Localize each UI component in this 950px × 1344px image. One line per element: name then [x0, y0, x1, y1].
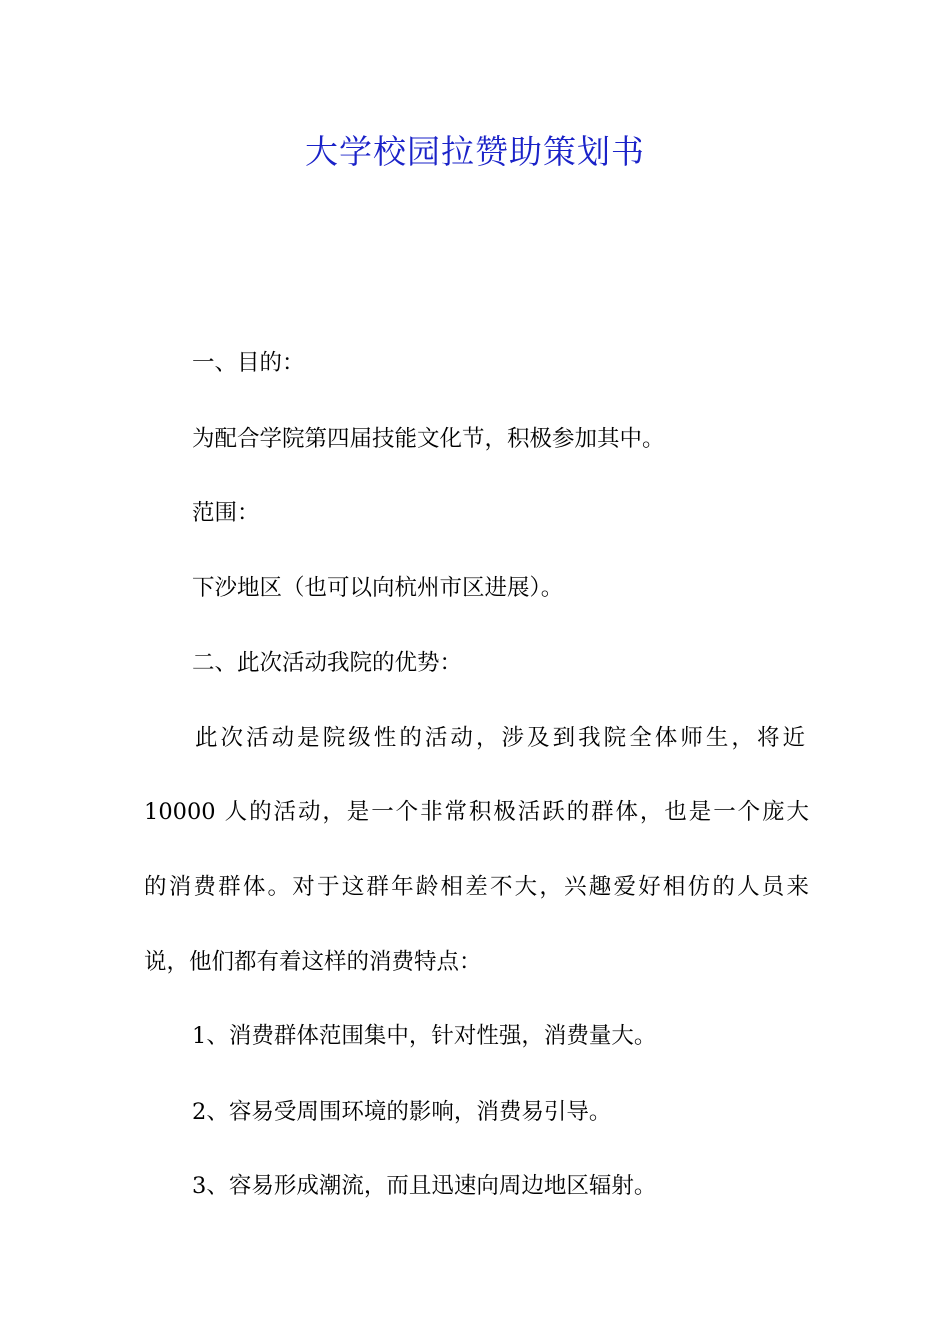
section-heading-advantages: 二、此次活动我院的优势： — [192, 650, 463, 676]
advantages-line-2: 10000 人的活动，是一个非常积极活跃的群体，也是一个庞大 — [144, 799, 809, 825]
feature-item-3: 3、容易形成潮流，而且迅速向周边地区辐射。 — [192, 1173, 657, 1199]
document-title: 大学校园拉赞助策划书 — [305, 132, 645, 171]
scope-text: 下沙地区（也可以向杭州市区进展）。 — [192, 575, 564, 601]
section-heading-purpose: 一、目的： — [192, 350, 305, 376]
purpose-text: 为配合学院第四届技能文化节，积极参加其中。 — [192, 426, 665, 452]
scope-heading: 范围： — [192, 500, 260, 526]
advantages-line-1: 此次活动是院级性的活动，涉及到我院全体师生，将近 — [195, 725, 805, 751]
feature-item-2: 2、容易受周围环境的影响，消费易引导。 — [192, 1099, 612, 1125]
feature-item-1: 1、消费群体范围集中，针对性强，消费量大。 — [192, 1023, 657, 1049]
advantages-line-3: 的消费群体。对于这群年龄相差不大，兴趣爱好相仿的人员来 — [144, 874, 809, 900]
advantages-line-4: 说，他们都有着这样的消费特点： — [144, 949, 482, 975]
